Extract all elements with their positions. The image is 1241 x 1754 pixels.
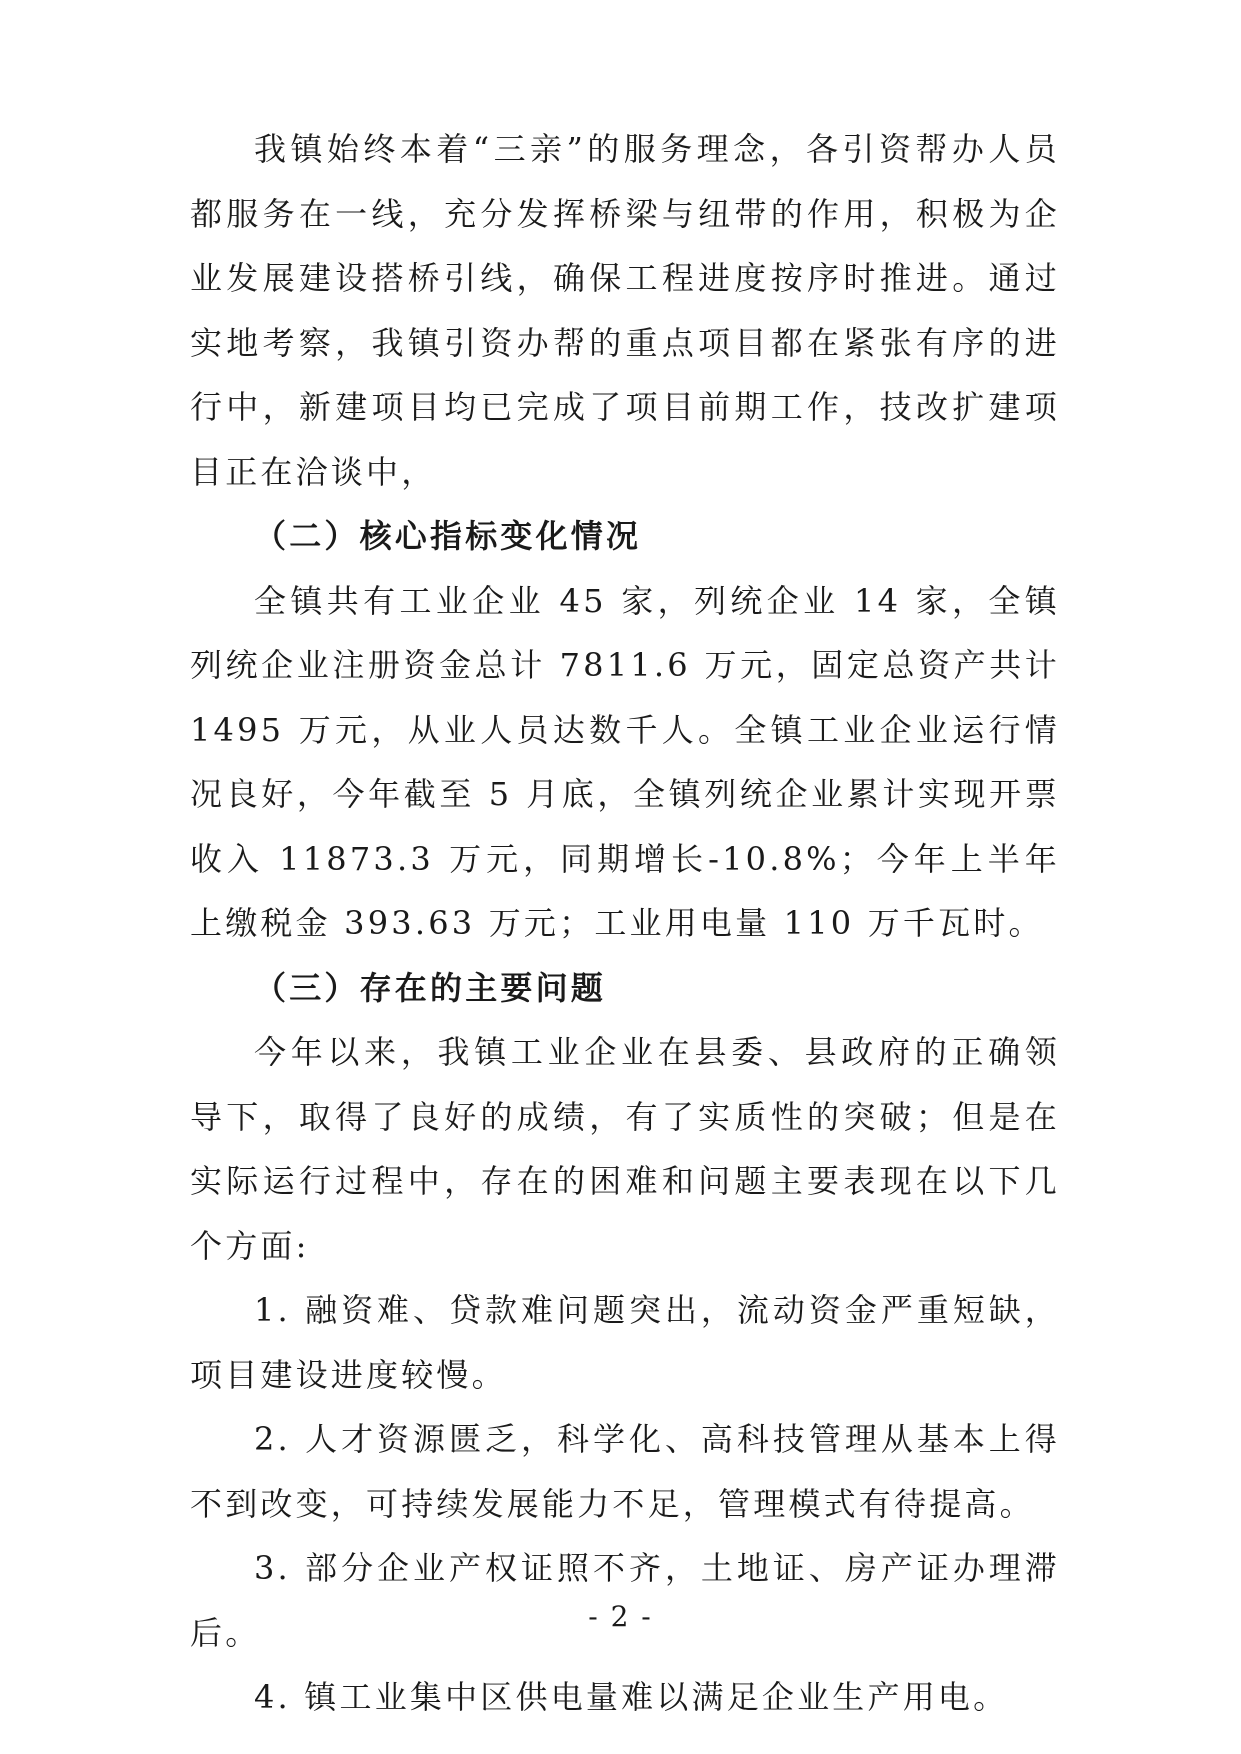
paragraph-core-indicators: 全镇共有工业企业 45 家，列统企业 14 家，全镇列统企业注册资金总计 7811.6 万元，固定总资产共计 1495 万元，从业人员达数千人。全镇工业企业运行情况良好，今年截至 5 月底，全镇列统企业累计实现开票收入 11873.3 万元，同期增长-10.8%；今年上半年上缴税金 393.63 万元；工业用电量 110 万千瓦时。: [190, 581, 1060, 942]
body-text: [190, 117, 1060, 1730]
list-item-problem-4: 4. 镇工业集中区供电量难以满足企业生产用电。: [254, 1678, 1009, 1716]
paragraph-intro: 我镇始终本着“三亲”的服务理念，各引资帮办人员都服务在一线，充分发挥桥梁与纽带的作用，积极为企业发展建设搭桥引线，确保工程进度按序时推进。通过实地考察，我镇引资办帮的重点项目都在紧张有序的进行中，新建项目均已完成了项目前期工作，技改扩建项目正在洽谈中，: [190, 130, 1060, 491]
page-number: - 2 -: [588, 1600, 653, 1633]
paragraph-problems-intro: 今年以来，我镇工业企业在县委、县政府的正确领导下，取得了良好的成绩，有了实质性的突破；但是在实际运行过程中，存在的困难和问题主要表现在以下几个方面:: [190, 1033, 1060, 1265]
section-heading-main-problems: （三）存在的主要问题: [254, 968, 607, 1007]
section-heading-core-indicators: （二）核心指标变化情况: [254, 517, 642, 555]
list-item-problem-2: 2. 人才资源匮乏，科学化、高科技管理从基本上得不到改变，可持续发展能力不足，管理模式有待提高。: [190, 1420, 1060, 1523]
list-item-problem-1: 1. 融资难、贷款难问题突出，流动资金严重短缺，项目建设进度较慢。: [190, 1291, 1060, 1394]
list-item-problem-3: 3. 部分企业产权证照不齐，土地证、房产证办理滞后。: [190, 1549, 1060, 1652]
